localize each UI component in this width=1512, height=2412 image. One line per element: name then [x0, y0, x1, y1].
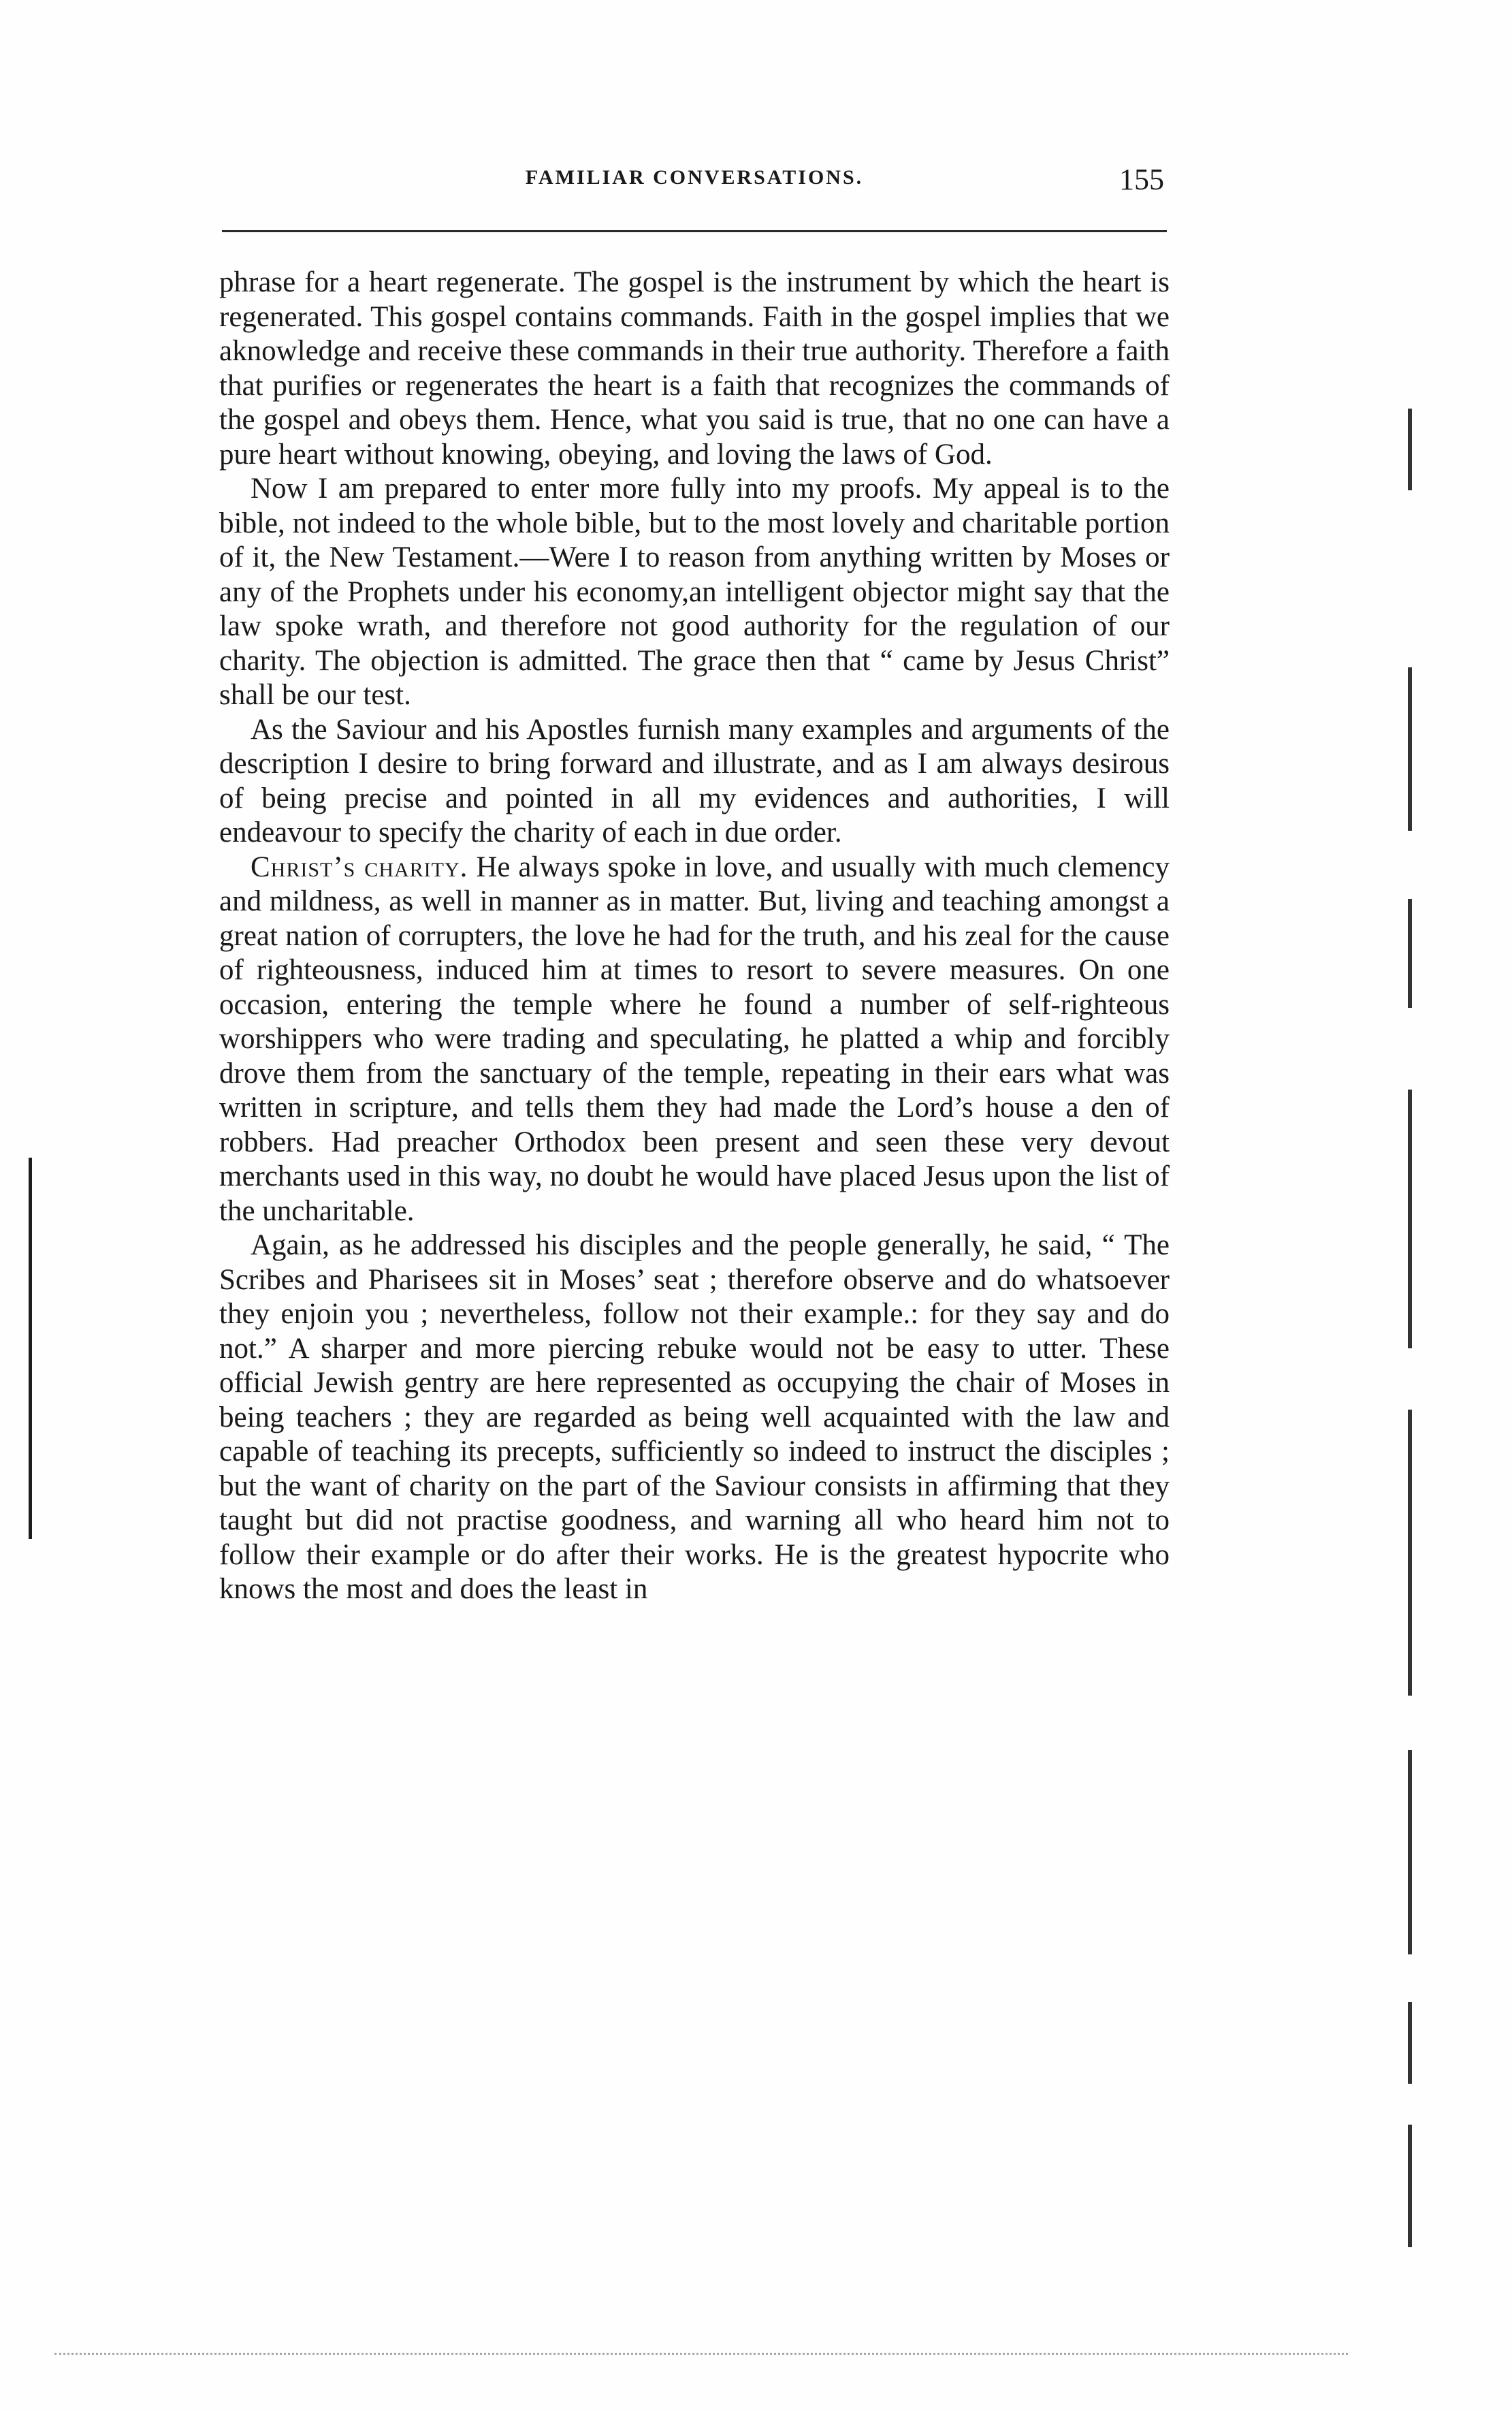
paragraph-4: [219, 851, 1170, 1229]
paragraph-2-text: Now I am prepared to enter more fully into my proofs. My appeal is to the bible, not indeed to the whole bible, but to the most lovely and charitable portion of it, the New Testament.—Were I to reason from anything written by Moses or any of the Prophets under his economy,an intelligent objector might say that the law spoke wrath, and therefore not good authority for the regulation of our charity. The objection is admitted. The grace then that “ came by Jesus Christ” shall be our test.: [219, 473, 1170, 711]
scan-artifact-bottom-noise: [54, 2353, 1348, 2359]
paragraph-1: [219, 266, 1170, 472]
paragraph-3: [219, 713, 1170, 851]
paragraph-1-text: phrase for a heart regenerate. The gospel is the instrument by which the heart is regenerated. This gospel contains commands. Faith in the gospel implies that we aknowledge and receive these commands in their true authority. Therefore a faith that purifies or regenerates the heart is a faith that recognizes the commands of the gospel and obeys them. Hence, what you said is true, that no one can have a pure heart without knowing, obeying, and loving the laws of God.: [219, 266, 1170, 471]
body-text: [219, 266, 1170, 1607]
scan-artifact-left-bar: [29, 1158, 32, 1539]
header-rule: [222, 230, 1167, 232]
paragraph-2: [219, 472, 1170, 713]
running-head: [225, 162, 1164, 203]
page-number: 155: [1119, 163, 1164, 196]
paragraph-3-text: As the Saviour and his Apostles furnish many examples and arguments of the description I desire to bring forward and illustrate, and as I am always desirous of being precise and pointed in all my evidences and authorities, I will endeavour to specify the charity of each in due order.: [219, 713, 1170, 848]
paragraph-5: [219, 1228, 1170, 1607]
running-title: FAMILIAR CONVERSATIONS.: [525, 166, 864, 189]
paragraph-5-text: Again, as he addressed his disciples and the people generally, he said, “ The Scribes and Pharisees sit in Moses’ seat ; therefore observe and do whatsoever they enjoin you ; nevertheless, follow not their example.: for they say and do not.” A sharper and more piercing rebuke would not be easy to utter. These official Jewish gentry are here represented as occupying the chair of Moses in being teachers ; they are regarded as being well acquainted with the law and capable of teaching its precepts, sufficiently so indeed to instruct the disciples ; but the want of charity on the part of the Saviour consists in affirming that they taught but did not practise goodness, and warning all who heard him not to follow their example or do after their works. He is the greatest hypocrite who knows the most and does the least in: [219, 1229, 1170, 1605]
paragraph-4-text: He always spoke in love, and usually with much clemency and mildness, as well in manner as in matter. But, living and teaching amongst a great nation of corrupters, the love he had for the truth, and his zeal for the cause of righteousness, induced him at times to resort to severe measures. On one occasion, entering the temple where he found a number of self-righteous worshippers who were trading and speculating, he platted a whip and forcibly drove them from the sanctuary of the temple, repeating in their ears what was written in scripture, and tells them they had made the Lord’s house a den of robbers. Had preacher Orthodox been present and seen these very devout merchants used in this way, no doubt he would have placed Jesus upon the list of the uncharitable.: [219, 851, 1170, 1227]
scan-artifact-right-edge: [1408, 286, 1415, 2295]
section-lead-christs-charity: Christ’s charity.: [251, 851, 468, 883]
